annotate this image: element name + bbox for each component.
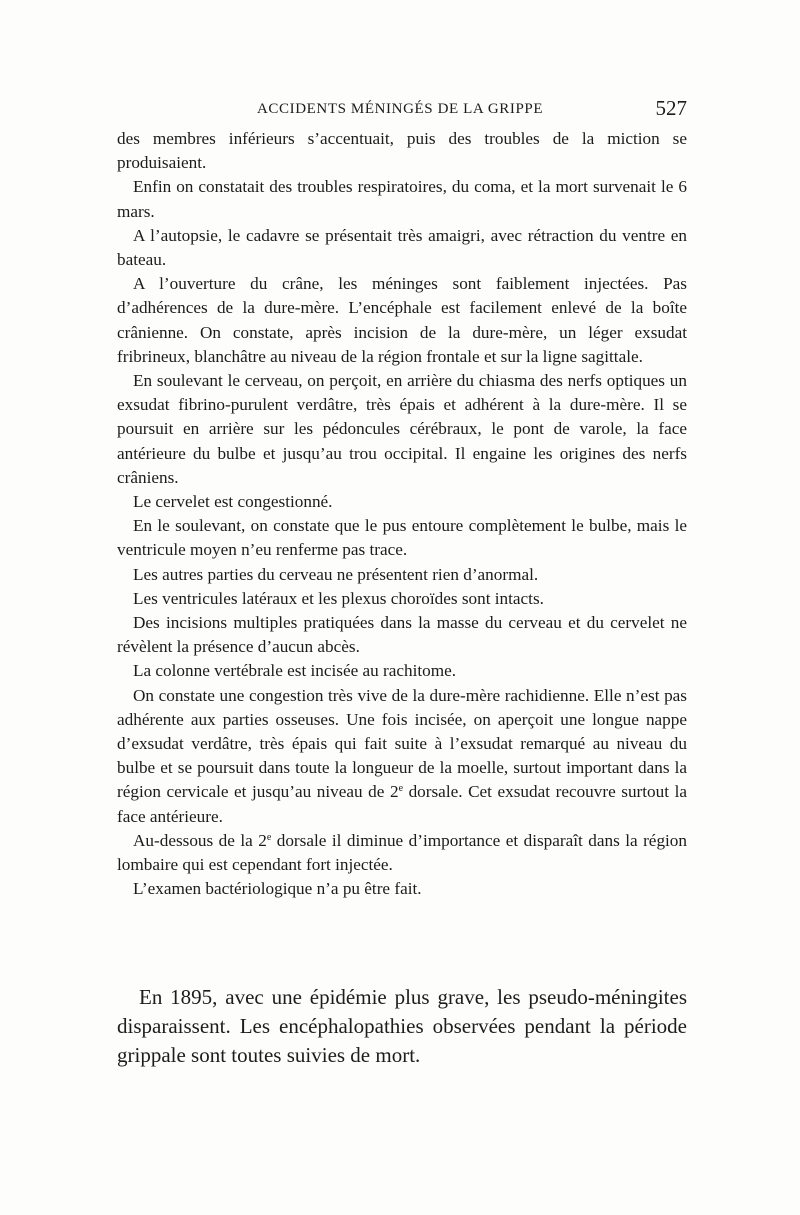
paragraph: Le cervelet est congestionné. [133,492,333,512]
paragraph: Les ventricules latéraux et les plexus choroïdes sont intacts. [133,588,544,608]
body-text [117,127,687,902]
paragraph: A l’ouverture du crâne, les méninges sont faiblement injectées. Pas d’adhérences de la dure-mère. L’encéphale est facilement enlevé de la boîte crânienne. On constate, après incision de la dure-mère, un léger exsudat fribrineux, blanchâtre au niveau de la région frontale et sur la ligne sagittale. [117,274,687,366]
large-text-block [117,983,687,1070]
paragraph: L’examen bactériologique n’a pu être fait. [133,879,422,899]
paragraph-text: Au-dessous de la 2 [133,830,267,850]
paragraph: A l’autopsie, le cadavre se présentait très amaigri, avec rétraction du ventre en bateau. [117,225,687,270]
paragraph: des membres inférieurs s’accentuait, puis des troubles de la miction se produisaient. [117,129,687,173]
paragraph-text: dorsale il diminue d’importance et disparaît dans la région lombaire qui est cependant fort injectée. [117,830,687,875]
large-paragraph: En 1895, avec une épidémie plus grave, les pseudo-méningites disparaissent. Les encéphalopathies observées pendant la période grippale sont toutes suivies de mort. [117,985,687,1067]
running-head: ACCIDENTS MÉNINGÉS DE LA GRIPPE [257,101,544,117]
page-header [117,96,687,124]
paragraph-exsudat [117,684,687,829]
paragraph: Enfin on constatait des troubles respiratoires, du coma, et la mort survenait le 6 mars. [117,177,687,221]
paragraph: Des incisions multiples pratiquées dans la masse du cerveau et du cervelet ne révèlent la présence d’aucun abcès. [117,613,687,657]
paragraph: En le soulevant, on constate que le pus entoure complètement le bulbe, mais le ventricule moyen n’eu renferme pas trace. [117,516,687,560]
paragraph: La colonne vertébrale est incisée au rachitome. [133,661,457,681]
paragraph-text: dorsale. Cet exsudat recouvre surtout la face antérieure. [117,782,687,826]
paragraph: En soulevant le cerveau, on perçoit, en arrière du chiasma des nerfs optiques un exsudat fibrino-purulent verdâtre, très épais et adhérent à la dure-mère. Il se poursuit en arrière sur les pédoncules cérébraux, le pont de varole, la face antérieure du bulbe et jusqu’au trou occipital. Il engaine les origines des nerfs crâniens. [117,371,687,487]
superscript: e [398,783,404,795]
paragraph-text: On constate une congestion très vive de la dure-mère rachidienne. Elle n’est pas adhérente aux parties osseuses. Une fois incisée, on aperçoit une longue nappe d’exsudat verdâtre, très épais qui fait suite à l’exsudat remarqué au niveau du bulbe et se poursuit dans toute la longueur de la moelle, surtout important dans la région cervicale et jusqu’au niveau de 2 [117,685,687,802]
paragraph-dorsale [117,829,687,877]
paragraph: Les autres parties du cerveau ne présentent rien d’anormal. [133,564,539,584]
superscript: e [266,831,272,843]
page-number: 527 [655,96,687,120]
